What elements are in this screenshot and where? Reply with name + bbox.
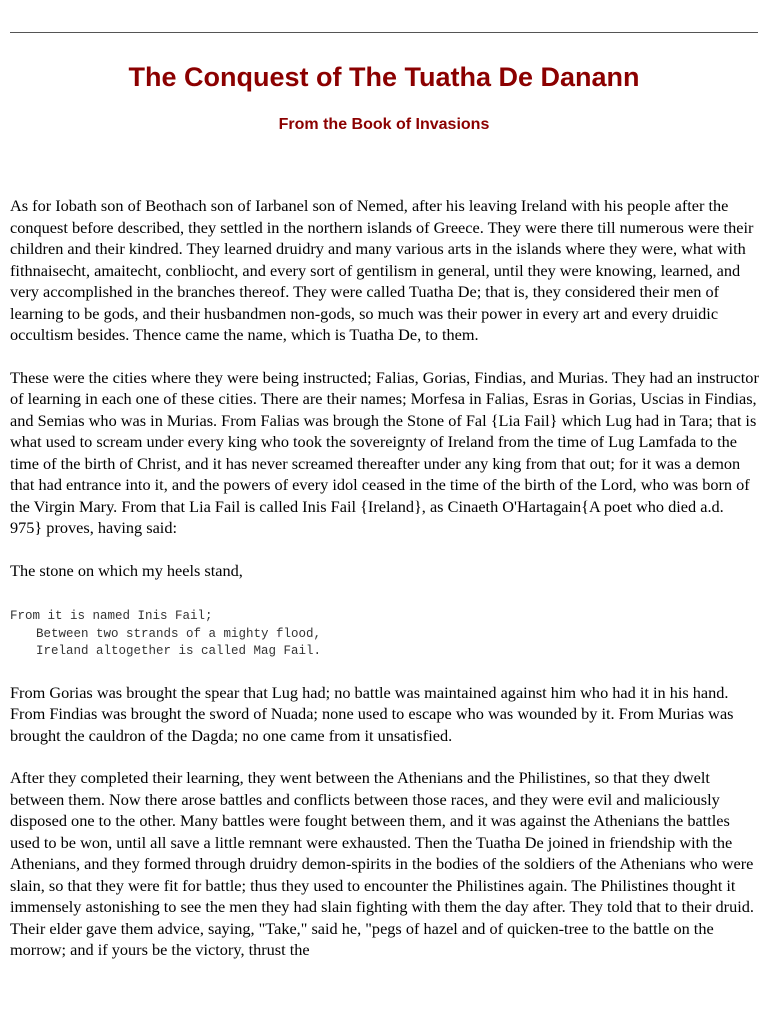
verse-line-2: Between two strands of a mighty flood, xyxy=(36,626,322,641)
paragraph-3: The stone on which my heels stand, xyxy=(10,560,243,580)
paragraph-2: These were the cities where they were being instructed; Falias, Gorias, Findias, and Murias. They had an instructor of learning in each one of these cities. There are their names; Morfesa in Falias, Esras in Gorias, Uscias in Findias, and Semias who was in Murias. From Falias was brough the Stone of Fal {Lia Fail} which Lug had in Tara; that is what used to scream under every king who took the sovereignty of Ireland from the time of Lug Lamfada to the time of the birth of Christ, and it has never screamed thereafter under any king from that out; for it was a demon that had entrance into it, and the powers of every idol ceased in the time of the birth of the Lord, who was born of the Virgin Mary. From that Lia Fail is called Inis Fail {Ireland}, as Cinaeth O'Hartagain{A poet who died a.d. 975} proves, having said: xyxy=(10,367,759,537)
paragraph-4: From Gorias was brought the spear that Lug had; no battle was maintained against him who had it in his hand. From Findias was brought the sword of Nuada; none used to escape who was wounded by it. From Murias was brought the cauldron of the Dagda; no one came from it unsatisfied. xyxy=(10,682,734,745)
document-body xyxy=(10,195,760,982)
top-horizontal-rule xyxy=(10,32,758,33)
paragraph-1: As for Iobath son of Beothach son of Iarbanel son of Nemed, after his leaving Ireland with his people after the conquest before described, they settled in the northern islands of Greece. They were there till numerous were their children and their kindred. They learned druidry and many various arts in the islands where they were, what with fithnaisecht, amaitecht, conbliocht, and every sort of gentilism in general, until they were knowing, learned, and very accomplished in the branches thereof. They were called Tuatha De; that is, they considered their men of learning to be gods, and their husbandmen non-gods, so much was their power in every art and every druidic occultism besides. Thence came the name, which is Tuatha De, to them. xyxy=(10,196,754,344)
verse-block xyxy=(10,602,760,661)
page-title: The Conquest of The Tuatha De Danann xyxy=(128,62,640,92)
verse-line-3: Ireland altogether is called Mag Fail. xyxy=(36,644,322,658)
verse-line-1: From it is named Inis Fail; xyxy=(10,609,213,623)
page-subtitle: From the Book of Invasions xyxy=(278,116,490,133)
paragraph-5: After they completed their learning, they went between the Athenians and the Philistines, so that they dwelt between them. Now there arose battles and conflicts between those races, and they were evil and maliciously disposed one to the other. Many battles were fought between them, and it was against the Athenians the battles used to be won, until all save a little remnant were exhausted. Then the Tuatha De joined in friendship with the Athenians, and they formed through druidry demon-spirits in the bodies of the soldiers of the Athenians who were slain, so that they were fit for battle; thus they used to encounter the Philistines again. The Philistines thought it immensely astonishing to see the men they had slain fighting with them the day after. They told that to their druid. Their elder gave them advice, saying, "Take," said he, "pegs of hazel and of quicken-tree to the battle on the morrow; and if yours be the victory, thrust the xyxy=(10,768,754,959)
